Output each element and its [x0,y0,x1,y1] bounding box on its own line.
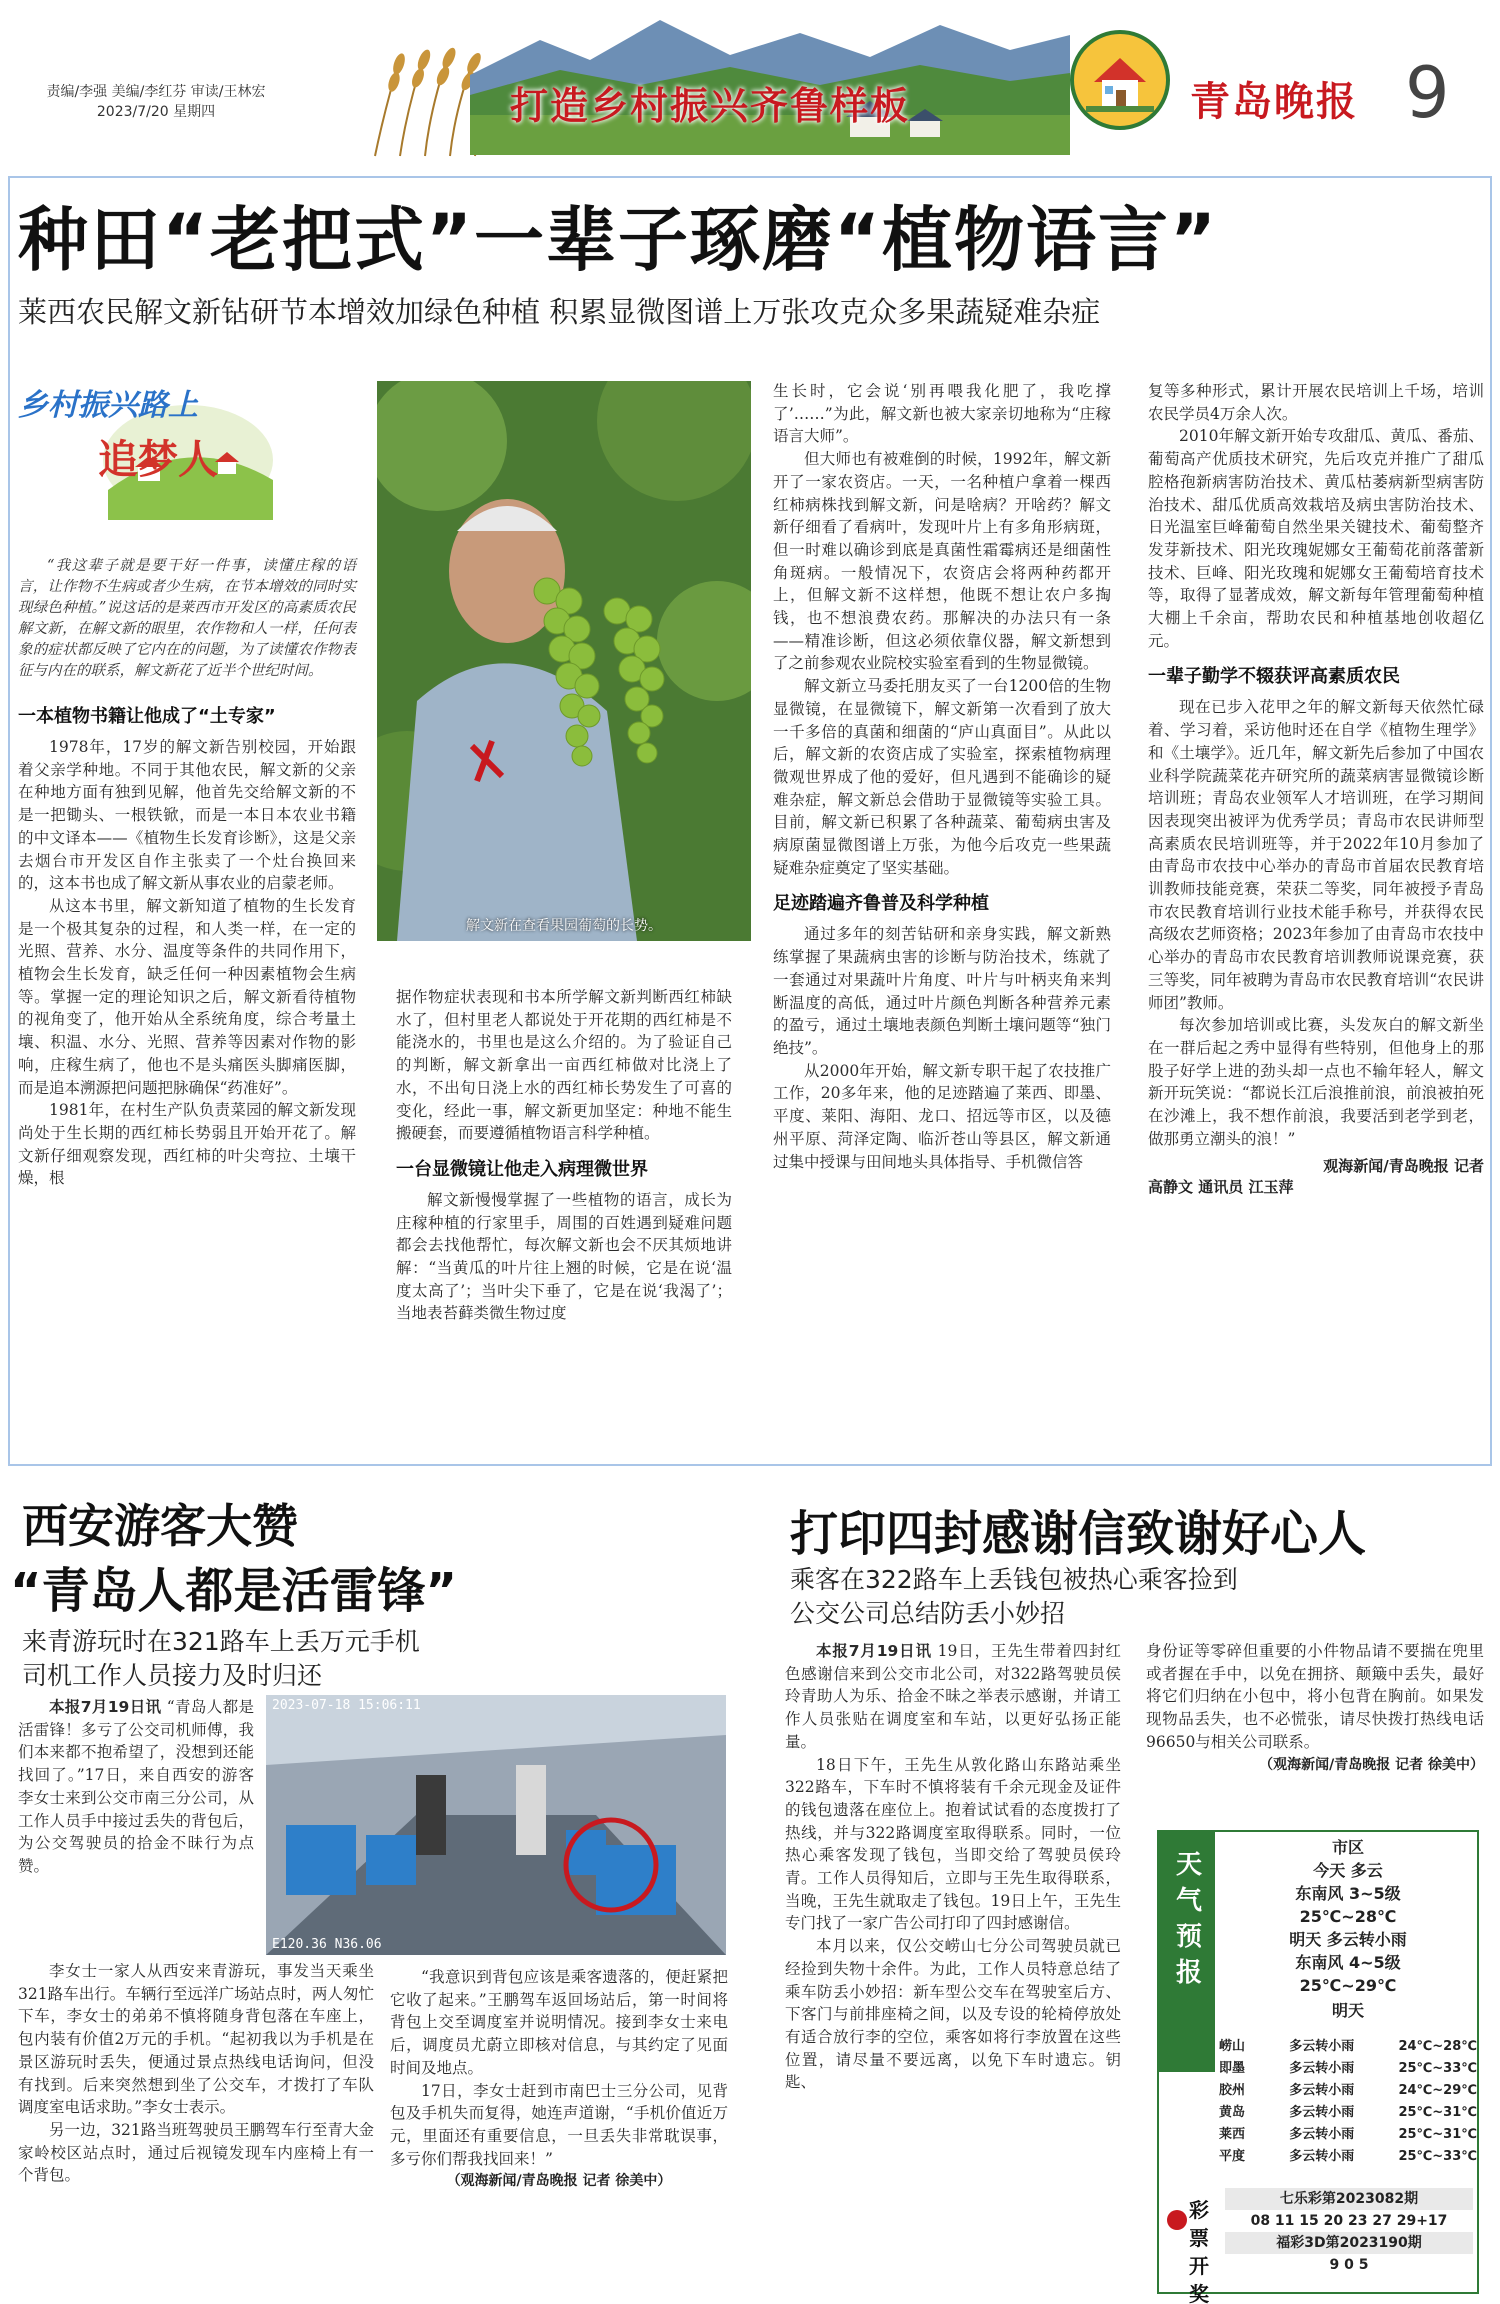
photo-caption: 解文新在查看果园葡萄的长势。 [466,918,662,934]
paragraph [785,1640,1121,1754]
city-name: 即墨 [1219,2061,1246,2076]
paragraph: 1978年，17岁的解文新告别校园，开始跟着父亲学种地。不同于其他农民，解文新的父亲在种地方面有独到见解，他首先交给解文新的不是一把锄头、一根铁锨，而是一本日本农业书籍的中文译本——《植物生长发育诊断》，这是父亲去烟台市开发区自作主张卖了一个灶台换回来的，这本书也成了解文新从事农业的启蒙老师。 [18,738,356,893]
paragraph: 每次参加培训或比赛，头发灰白的解文新坐在一群后起之秀中显得有些特别，但他身上的那股子好学上进的劲头却一点也不输年轻人，解文新开玩笑说：“都说长江后浪推前浪，前浪被拍死在沙滩上，我不想作前浪，我要活到老学到老，做那勇立潮头的浪！” [1148,1016,1484,1148]
paragraph: 2010年解文新开始专攻甜瓜、黄瓜、番茄、葡萄高产优质技术研究，先后攻克并推广了甜瓜腔格孢新病害防治技术、黄瓜枯萎病新型病害防治技术、甜瓜优质高效栽培及病虫害防治技术、日光温室巨峰葡萄自然坐果关键技术、葡萄整齐发芽新技术、阳光玫瑰妮娜女王葡萄花前落蕾新技术、巨峰、阳光玫瑰和妮娜女王葡萄培育技术等，取得了显著成效，解文新每年管理葡萄种植大棚上千余亩，帮助农民和种植基地创收超亿元。 [1148,427,1484,650]
city-cond: 多云转小雨 [1289,2105,1355,2120]
bus-cctv-photo [266,1695,726,1955]
city-cond: 多云转小雨 [1289,2061,1355,2076]
lead-column-4 [1148,380,1484,1197]
paragraph: “我意识到背包应该是乘客遗落的，便赶紧把它收了起来。”王鹏驾车返回场站后，第一时间将背包上交至调度室并说明情况。接到李女士来电后，调度员尤蔚立即核对信息，与其约定了见面时间及地点。 [390,1968,728,2077]
lead-column-3 [773,380,1111,1173]
story2-headline-2: “青岛人都是活雷锋” [10,1563,458,1619]
weather-title: 天气预报 [1171,1850,1202,1994]
lead-column-1 [18,556,356,1190]
weather-tomorrow: 明天 多云转小雨 [1289,1930,1407,1949]
paragraph: 复等多种形式，累计开展农民培训上千场，培训农民学员4万余人次。 [1148,382,1484,423]
editors-line: 责编/李强 美编/李红芬 审读/王林宏 [46,84,266,100]
lead-intro: “我这辈子就是要干好一件事，读懂庄稼的语言，让作物不生病或者少生病，在节本增效的同时实现绿色种植。”说这话的是莱西市开发区的高素质农民解文新，在解文新的眼里，农作物和人一样，任何表象的症状都反映了它内在的问题，为了读懂农作物表征与内在的联系，解文新花了近半个世纪时间。 [18,558,356,679]
city-temp: 24℃~29℃ [1398,2083,1477,2098]
paragraph [18,1696,254,1878]
photo-timestamp: 2023-07-18 15:06:11 [272,1698,421,1713]
city-row [1219,2102,1477,2124]
lead-byline-1: 观海新闻/青岛晚报 记者 [1323,1156,1484,1175]
paper-name: 青岛晚报 [1190,78,1358,125]
city-temp: 25℃~31℃ [1398,2105,1477,2120]
lottery-draw-2: 福彩3D第2023190期 [1225,2232,1473,2254]
lottery-numbers-1: 08 11 15 20 23 27 29+17 [1250,2213,1448,2229]
paragraph: 从这本书里，解文新知道了植物的生长发育是一个极其复杂的过程，和人类一样，在一定的光照、营养、水分、温度等条件的共同作用下，植物会生长发育，缺乏任何一种因素植物会生病等。掌握一定的理论知识之后，解文新看待植物的视角变了，他开始从全系统角度，综合考量土壤、积温、水分、光照、营养等因素对作物的影响，庄稼生病了，他也不是头痛医头脚痛医脚，而是追本溯源把问题把脉确保“药准好”。 [18,896,356,1097]
page-number: 9 [1405,52,1450,134]
city-cond: 多云转小雨 [1289,2149,1355,2164]
story3-headline: 打印四封感谢信致谢好心人 [790,1506,1367,1562]
paragraph: 从2000年开始，解文新专职干起了农技推广工作，20多年来，他的足迹踏遍了莱西、即墨、平度、莱阳、海阳、龙口、招远等市区，以及德州平原、菏泽定陶、临沂苍山等县区，解文新通过集中授课与田间地头具体指导、手机微信答 [773,1061,1111,1171]
paragraph: 李女士一家人从西安来青游玩，事发当天乘坐321路车出行。车辆行至远洋广场站点时，两人匆忙下车，李女士的弟弟不慎将随身背包落在车座上，包内装有价值2万元的手机。“起初我以为手机是在景区游玩时丢失，便通过景点热线电话询问，但没有找到。后来突然想到坐了公交车，才拨打了车队调度室电话求助。”李女士表示。 [18,1962,374,2117]
city-row [1219,2124,1477,2146]
city-cond: 多云转小雨 [1289,2127,1355,2142]
house-logo [1070,30,1170,130]
city-name: 胶州 [1219,2083,1246,2098]
story3-lead-tag: 本报7月19日讯 [816,1642,932,1660]
banner-slogan: 打造乡村振兴齐鲁样板 [510,84,911,128]
story2-headline-1: 西安游客大赞 [22,1499,298,1553]
city-temp: 25℃~33℃ [1398,2149,1477,2164]
lead-headline: 种田“老把式”一辈子琢磨“植物语言” [18,199,1219,281]
story2-lead-tag: 本报7月19日讯 [49,1698,162,1716]
lead-subhead-1: 一本植物书籍让他成了“土专家” [18,706,276,727]
lead-column-2 [396,986,732,1325]
weather-box [1157,1830,1479,2304]
lead-deck: 莱西农民解文新钻研节本增效加绿色种植 积累显微图谱上万张攻克众多果蔬疑难杂症 [18,295,1101,329]
story2-deck-2: 司机工作人员接力及时归还 [22,1661,323,1690]
house-icon [1074,34,1166,126]
city-row [1219,2146,1477,2168]
story3-byline: （观海新闻/青岛晚报 记者 徐美中） [1259,1756,1484,1773]
story2-column-1a [18,1696,254,1878]
story3-column-2 [1146,1640,1484,1774]
paragraph: 现在已步入花甲之年的解文新每天依然忙碌着、学习着，采访他时还在自学《植物生理学》和《土壤学》。近几年，解文新先后参加了中国农业科学院蔬菜花卉研究所的蔬菜病害显微镜诊断培训班；青岛农业领军人才培训班，在学习期间因表现突出被评为优秀学员；青岛市农民讲师型高素质农民培训班等，并于2022年10月参加了由青岛市农技中心举办的青岛市首届农民教育培训教师技能竞赛，荣获二等奖，同年被授予青岛市农民教育培训行业技术能手称号，并获得农民高级农艺师资格；2023年参加了由青岛市农技中心举办的青岛市农民教育培训教师说课竞赛，获三等奖，同年被聘为青岛市农民教育培训“农民讲师团”教师。 [1148,698,1484,1012]
weather-title-bar [1159,1832,1215,2072]
paragraph: 1981年，在村生产队负责菜园的解文新发现尚处于生长期的西红柿长势弱且开始开花了。解文新仔细观察发现，西红柿的叶尖弯拉、土壤干燥，根 [18,1101,356,1188]
photo-gps: E120.36 N36.06 [272,1937,382,1952]
paragraph: 据作物症状表现和书本所学解文新判断西红柿缺水了，但村里老人都说处于开花期的西红柿是不能浇水的，书里也是这么介绍的。为了验证自己的判断，解文新拿出一亩西红柿做对比浇上了水，不出旬日浇上水的西红柿长势发生了可喜的变化，经此一事，解文新更加坚定：种地不能生搬硬套，而要遵循植物语言科学种植。 [396,988,732,1143]
story3-lead-text: 19日，王先生带着四封红色感谢信来到公交市北公司，对322路驾驶员侯玲青助人为乐、拾金不昧之举表示感谢，并请工作人员张贴在调度室和车站，以更好弘扬正能量。 [785,1642,1121,1751]
paragraph: 但大师也有被难倒的时候，1992年，解文新开了一家农资店。一天，一名种植户拿着一棵西红柿病株找到解文新，问是啥病？开啥药？解文新仔细看了看病叶，发现叶片上有多角形病斑，但一时难以确诊到底是真菌性霜霉病还是细菌性角斑病。一般情况下，农资店会将两种药都开上，但解文新不这样想，他既不想让农户多掏钱，也不想浪费农药。那解决的办法只有一条——精准诊断，但这必须依靠仪器，解文新想到了之前参观农业院校实验室看到的生物显微镜。 [773,450,1111,673]
city-temp: 25℃~31℃ [1398,2127,1477,2142]
weather-region: 市区 [1331,1838,1364,1857]
weather-today-temp: 25℃~28℃ [1299,1907,1397,1926]
city-temp: 25℃~33℃ [1398,2061,1477,2076]
city-row [1219,2036,1477,2058]
city-name: 莱西 [1219,2127,1246,2142]
city-temp: 24℃~28℃ [1398,2039,1477,2054]
lottery-block [1159,2184,1477,2304]
story3-deck-1: 乘客在322路车上丢钱包被热心乘客捡到 [790,1565,1238,1594]
paragraph: 生长时，它会说‘别再喂我化肥了，我吃撑了’……”为此，解文新也被大家亲切地称为“庄稼语言大师”。 [773,382,1111,446]
weather-today: 今天 多云 [1313,1861,1383,1880]
lead-photo [377,381,751,941]
weather-city-block [1219,1836,1477,2022]
editors-credit [6,82,306,122]
city-cond: 多云转小雨 [1289,2039,1355,2054]
lottery-numbers-2: 9 0 5 [1329,2257,1369,2273]
paragraph: 18日下午，王先生从敦化路山东路站乘坐322路车，下车时不慎将装有千余元现金及证件的钱包遗落在座位上。抱着试试看的态度拨打了热线，并与322路调度室取得联系。同时，一位热心乘客发现了钱包，当即交给了驾驶员侯玲青。工作人员得知后，立即与王先生取得联系，当晚，王先生就取走了钱包。19日上午，王先生专门找了一家广告公司打印了四封感谢信。 [785,1755,1121,1933]
paragraph: 身份证等零碎但重要的小件物品请不要揣在兜里或者握在手中，以免在拥挤、颠簸中丢失，最好将它们归纳在小包中，将小包背在胸前。如果发现物品丢失，也不必慌张，请尽快拨打热线电话96650与相关公司联系。 [1146,1642,1484,1751]
story3-deck-2: 公交公司总结防丢小妙招 [790,1599,1066,1628]
weather-tomorrow-temp: 25℃~29℃ [1299,1976,1397,1995]
paragraph: 本月以来，仅公交崂山七分公司驾驶员就已经捡到失物十余件。为此，工作人员特意总结了乘车防丢小妙招：新车型公交车在驾驶室后方、下客门与前排座椅之间，以及专设的轮椅停放处有适合放行李的空位，乘客如将行李放置在这些位置，请尽量不要远离，以免下车时遗忘。钥匙、 [785,1937,1121,2092]
city-name: 崂山 [1219,2039,1246,2054]
weather-tomorrow-wind: 东南风 4~5级 [1295,1953,1401,1972]
column-logo-line2: 追梦人 [98,437,218,483]
city-name: 平度 [1219,2149,1246,2164]
weather-cities [1219,2036,1477,2168]
story2-lead-text: “青岛人都是活雷锋！多亏了公交司机师傅，我们本来都不抱希望了，没想到还能找回了。”17日，来自西安的游客李女士来到公交市南三分公司，从工作人员手中接过丢失的背包后，为公交驾驶员的拾金不昧行为点赞。 [18,1698,254,1875]
lead-subhead-3: 足迹踏遍齐鲁普及科学种植 [773,893,989,915]
grape-farmer-photo [377,381,751,941]
paragraph: 解文新立马委托朋友买了一台1200倍的生物显微镜，在显微镜下，解文新第一次看到了放大一千多倍的真菌和细菌的“庐山真面目”。从此以后，解文新的农资店成了实验室，探索植物病理微观世界成了他的爱好，但凡遇到不能确诊的疑难杂症，解文新总会借助于显微镜等实验工具。目前，解文新已积累了各种蔬菜、葡萄病虫害及病原菌显微图谱上万张，为他今后攻克一些果蔬疑难杂症奠定了坚实基础。 [773,677,1111,877]
city-row [1219,2080,1477,2102]
lottery-results [1225,2188,1473,2276]
lead-subhead-4: 一辈子勤学不辍获评高素质农民 [1148,666,1400,688]
city-name: 黄岛 [1219,2105,1246,2120]
city-row [1219,2058,1477,2080]
lottery-draw-1: 七乐彩第2023082期 [1225,2188,1473,2210]
banner [470,15,1070,155]
date-line: 2023/7/20 星期四 [96,104,216,120]
story3-column-1 [785,1640,1121,2094]
story2-deck-1: 来青游玩时在321路车上丢万元手机 [22,1627,420,1656]
city-cond: 多云转小雨 [1289,2083,1355,2098]
lead-subhead-2: 一台显微镜让他走入病理微世界 [396,1158,648,1180]
story2-column-1b [18,1960,374,2187]
weather-today-wind: 东南风 3~5级 [1295,1884,1401,1903]
paragraph: 解文新慢慢掌握了一些植物的语言，成长为庄稼种植的行家里手，周围的百姓遇到疑难问题都会去找他帮忙，每次解文新也会不厌其烦地讲解：“当黄瓜的叶片往上翘的时候，它是在说‘温度太高了’；当叶尖下垂了，它是在说‘我渴了’；当地表苔藓类微生物过度 [396,1190,732,1323]
lottery-icon [1167,2210,1187,2230]
column-logo-line1: 乡村振兴路上 [18,388,198,423]
paragraph: 通过多年的刻苦钻研和亲身实践，解文新熟练掌握了果蔬病虫害的诊断与防治技术，练就了一套通过对果蔬叶片角度、叶片与叶柄夹角来判断温度的高低，通过叶片颜色判断各种营养元素的盈亏，通过土壤地表颜色判断土壤问题等“独门绝技”。 [773,925,1111,1057]
story2-column-2 [390,1966,728,2190]
lottery-label: 彩票开奖 [1189,2198,1209,2304]
column-logo [18,370,278,520]
paragraph: 另一边，321路当班驾驶员王鹏驾车行至青大金家岭校区站点时，通过后视镜发现车内座椅上有一个背包。 [18,2120,374,2185]
weather-tomorrow-header: 明天 [1331,2001,1364,2020]
story2-byline: （观海新闻/青岛晚报 记者 徐美中） [446,2173,672,2190]
bus-interior [266,1695,726,1955]
paragraph: 17日，李女士赶到市南巴士三分公司，见背包及手机失而复得，她连声道谢，“手机价值近万元，里面还有重要信息，一旦丢失非常耽误事，多亏你们帮我找回来！” [390,2081,728,2168]
lead-byline-2: 高静文 通讯员 江玉萍 [1148,1177,1294,1196]
